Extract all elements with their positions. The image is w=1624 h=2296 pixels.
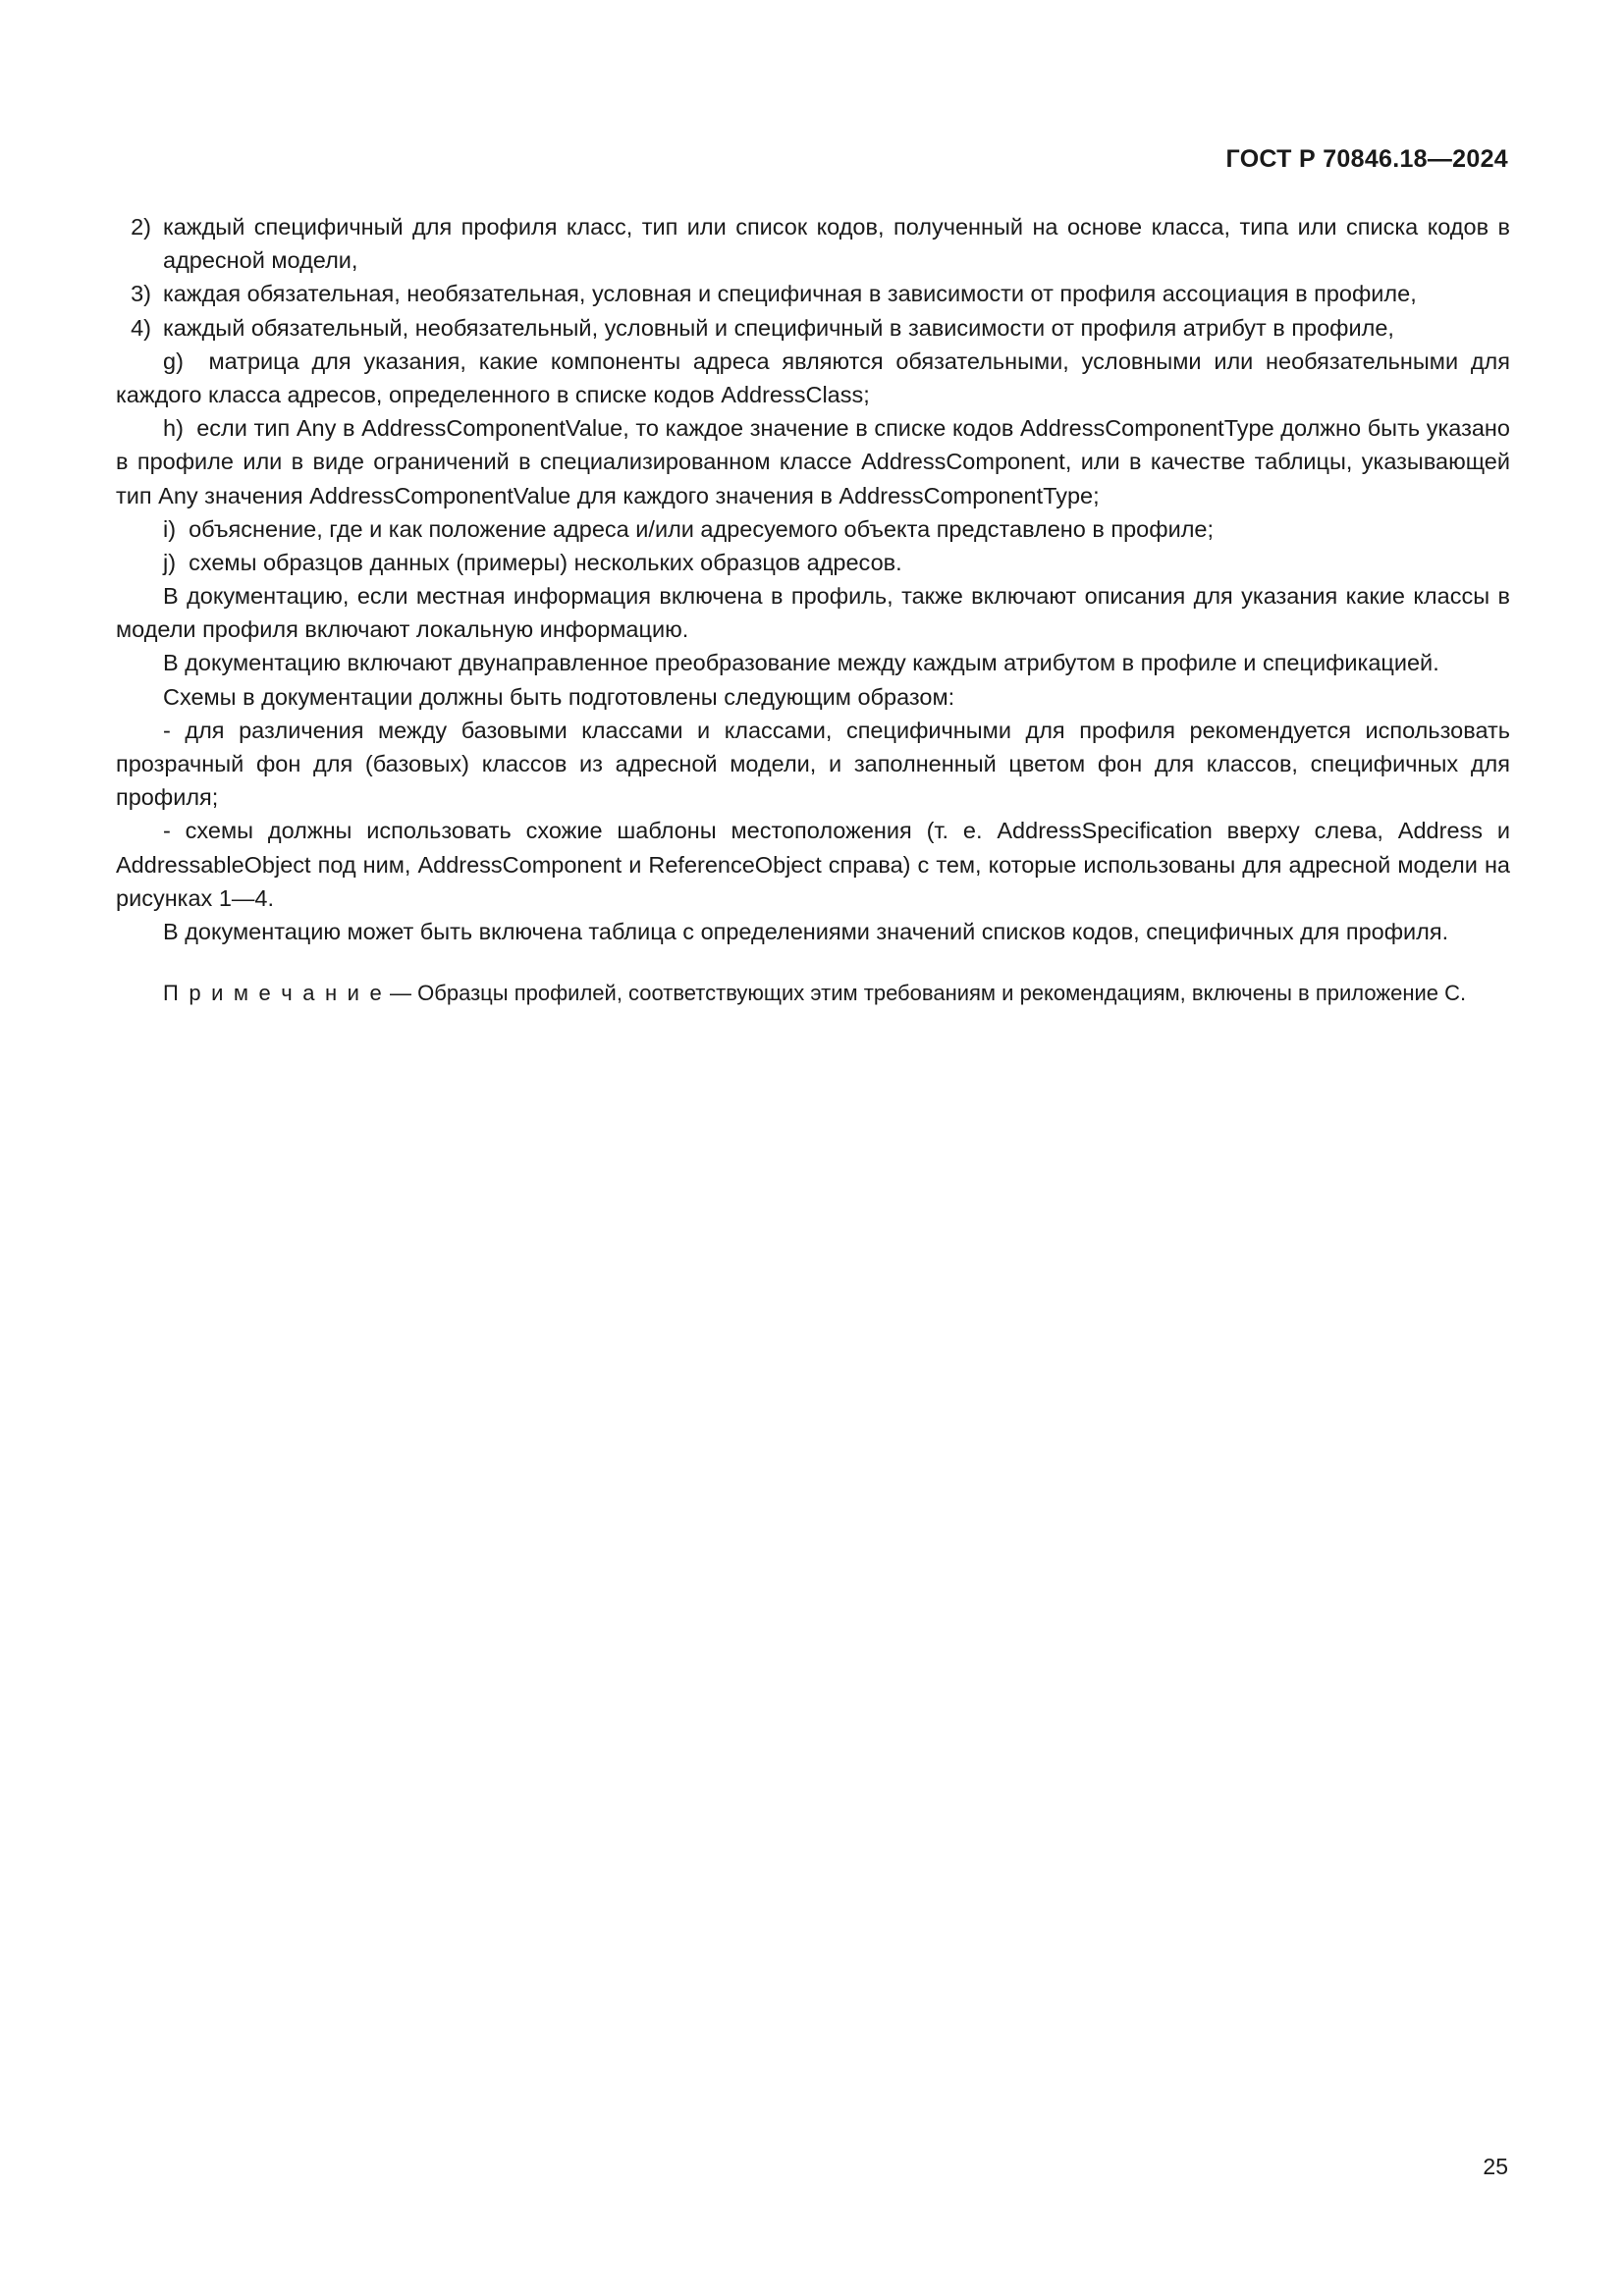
note-label: П р и м е ч а н и е: [163, 981, 384, 1006]
list-item: [116, 311, 1510, 345]
paragraph: В документацию может быть включена таблица с определениями значений списков кодов, специфичных для профиля.: [163, 918, 1449, 944]
list-item-marker: j): [163, 549, 177, 575]
list-item-text: каждый специфичный для профиля класс, тип или список кодов, полученный на основе класса, типа или списка кодов в адресной модели,: [163, 214, 1510, 274]
list-item-marker: g): [163, 347, 184, 374]
list-item-marker: 4): [131, 314, 151, 341]
note-text: Образцы профилей, соответствующих этим требованиям и рекомендациям, включены в приложение С.: [417, 981, 1467, 1006]
list-item-text: объяснение, где и как положение адреса и/или адресуемого объекта представлено в профиле;: [189, 515, 1215, 542]
list-item: [116, 546, 1510, 579]
list-item-text: каждый обязательный, необязательный, условный и специфичный в зависимости от профиля атрибут в профиле,: [163, 314, 1394, 341]
list-item-marker: h): [163, 415, 184, 442]
list-item-text: схемы образцов данных (примеры) нескольких образцов адресов.: [189, 549, 902, 575]
list-item: [116, 411, 1510, 512]
paragraph: - схемы должны использовать схожие шаблоны местоположения (т. е. AddressSpecification вверху слева, Address и AddressableObject под ним, AddressComponent и ReferenceObject справа) с тем, которые использованы для адресной модели на рисунках 1—4.: [116, 818, 1510, 911]
list-item: [116, 345, 1510, 411]
page-header-standard-number: ГОСТ Р 70846.18—2024: [1225, 145, 1508, 173]
paragraph: В документацию, если местная информация включена в профиль, также включают описания для указания какие классы в модели профиля включают локальную информацию.: [116, 583, 1510, 643]
list-item-text: каждая обязательная, необязательная, условная и специфичная в зависимости от профиля ассоциация в профиле,: [163, 281, 1417, 307]
list-item: [116, 512, 1510, 546]
list-item: [116, 210, 1510, 277]
list-item-marker: 2): [131, 214, 151, 240]
page-content: [116, 210, 1510, 1009]
list-item-text: матрица для указания, какие компоненты адреса являются обязательными, условными или необязательными для каждого класса адресов, определенного в списке кодов AddressClass;: [116, 347, 1510, 407]
paragraph: В документацию включают двунаправленное преобразование между каждым атрибутом в профиле и спецификацией.: [163, 650, 1439, 676]
list-item-marker: 3): [131, 281, 151, 307]
note-block: [116, 978, 1510, 1009]
paragraph: Схемы в документации должны быть подготовлены следующим образом:: [163, 683, 955, 710]
paragraph: - для различения между базовыми классами и классами, специфичными для профиля рекомендуется использовать прозрачный фон для (базовых) классов из адресной модели, и заполненный цветом фон для классов, специфичных для профиля;: [116, 717, 1510, 811]
page-number: 25: [1483, 2154, 1508, 2179]
list-item-text: если тип Any в AddressComponentValue, то каждое значение в списке кодов AddressComponentType должно быть указано в профиле или в виде ограничений в специализированном классе AddressComponent, или в качестве таблицы, указывающей тип Any значения AddressComponentValue для каждого значения в AddressComponentType;: [116, 415, 1510, 508]
list-item: [116, 277, 1510, 310]
list-item-marker: i): [163, 515, 177, 542]
note-dash: —: [390, 981, 412, 1006]
